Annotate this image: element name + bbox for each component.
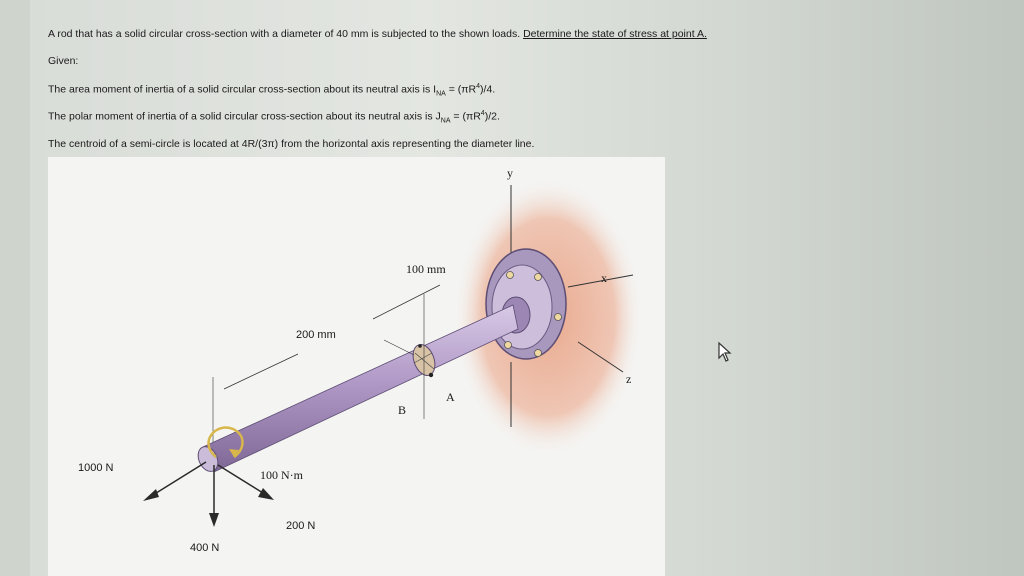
force-200-line	[218, 465, 263, 493]
polar-inertia-post: )/2.	[484, 110, 500, 123]
area-inertia-sup: 4	[476, 83, 481, 90]
label-z: z	[626, 372, 632, 386]
area-inertia-mid: = (πR	[445, 83, 477, 96]
bolt-2	[535, 274, 542, 281]
point-b-marker	[418, 344, 422, 348]
rod-figure	[48, 157, 665, 576]
area-inertia-post: )/4.	[480, 83, 496, 96]
force-1000-line	[153, 462, 206, 495]
label-100-mm: 100 mm	[406, 262, 446, 276]
area-inertia-pre: The area moment of inertia of a solid circular cross-section about its neutral axis is I	[48, 83, 437, 96]
label-y: y	[507, 166, 513, 180]
label-200-mm: 200 mm	[296, 329, 336, 341]
mouse-pointer-icon	[717, 341, 733, 363]
area-inertia-text	[48, 83, 495, 98]
label-1000-n: 1000 N	[78, 462, 114, 474]
problem-question-link[interactable]: Determine the state of stress at point A.	[523, 28, 707, 40]
force-400-arrowhead	[209, 513, 219, 527]
polar-inertia-pre: The polar moment of inertia of a solid circular cross-section about its neutral axis is J	[48, 110, 441, 123]
point-a-marker	[429, 373, 433, 377]
given-heading: Given:	[48, 55, 79, 67]
bolt-1	[507, 272, 514, 279]
force-200-arrowhead	[258, 488, 274, 500]
centroid-text: The centroid of a semi-circle is located at 4R/(3π) from the horizontal axis representing the diameter line.	[48, 138, 535, 150]
polar-inertia-sub: NA	[440, 117, 451, 125]
polar-inertia-mid: = (πR	[450, 110, 481, 123]
dim-200-line	[224, 354, 298, 389]
bolt-5	[505, 342, 512, 349]
bolt-3	[555, 314, 562, 321]
force-1000-arrowhead	[143, 489, 159, 501]
label-point-a: A	[446, 390, 455, 404]
label-x: x	[601, 271, 607, 285]
label-400-n: 400 N	[190, 542, 220, 554]
problem-statement	[48, 28, 707, 40]
area-inertia-sub: NA	[436, 90, 446, 98]
polar-inertia-text	[48, 110, 500, 125]
label-200-n: 200 N	[286, 520, 316, 532]
dim-200-leader	[384, 340, 414, 355]
rod-diagram	[48, 157, 665, 576]
label-point-b: B	[398, 403, 407, 417]
polar-inertia-sup: 4	[480, 110, 485, 117]
dim-100-line	[373, 285, 440, 319]
label-100-nm: 100 N·m	[260, 468, 303, 482]
bolt-4	[535, 350, 542, 357]
screen-left-edge	[0, 0, 30, 576]
problem-statement-text: A rod that has a solid circular cross-section with a diameter of 40 mm is subjected to the shown loads.	[48, 28, 524, 40]
